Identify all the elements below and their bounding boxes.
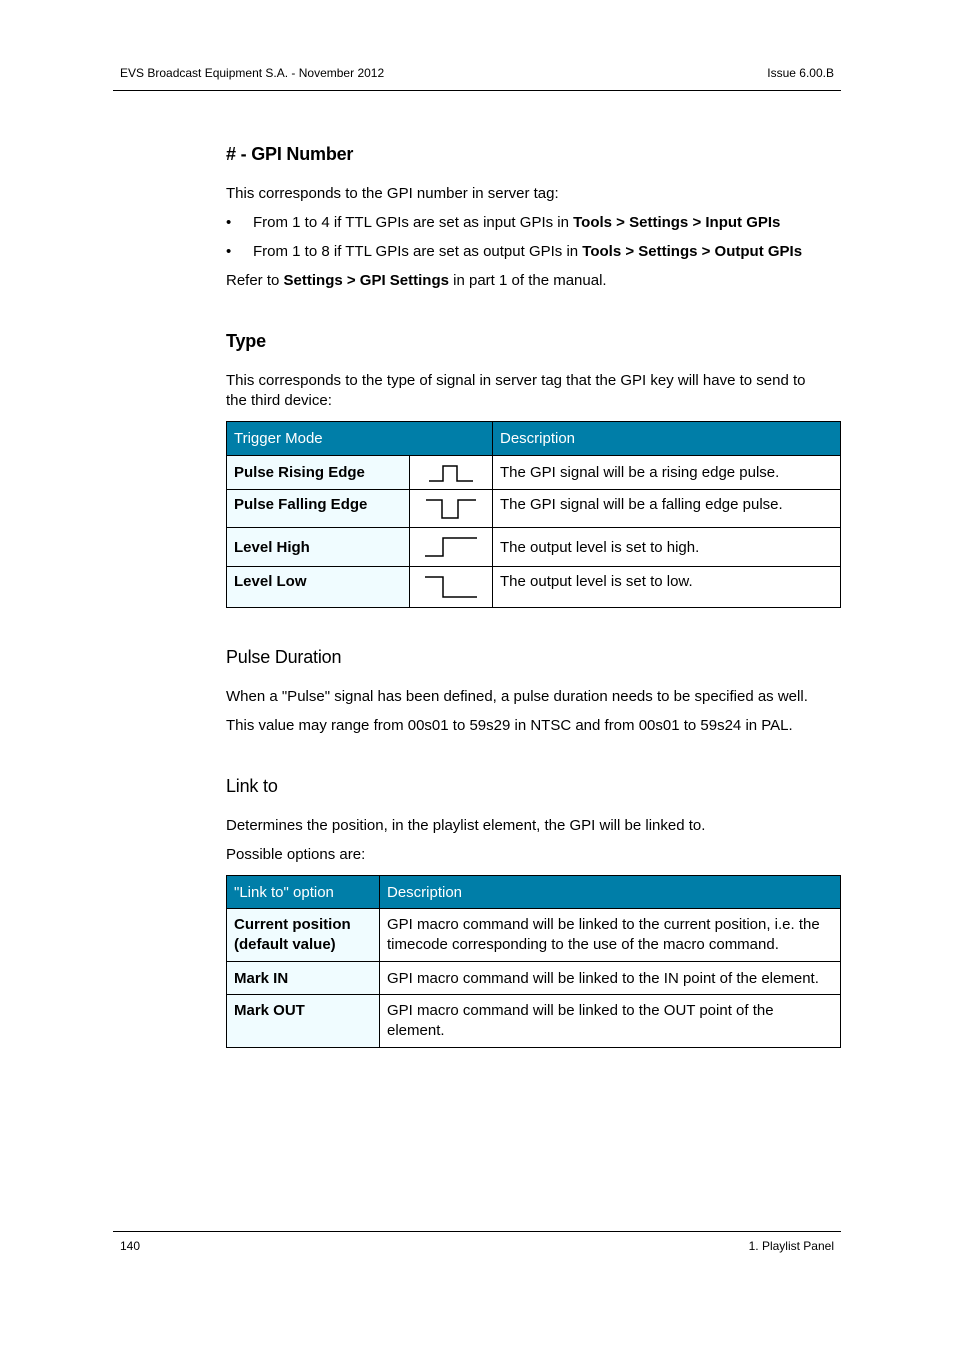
section-title-type: Type: [226, 331, 266, 351]
col-header-link-option: "Link to" option: [227, 876, 380, 909]
rising-pulse-icon: [427, 462, 475, 484]
link-to-table: [226, 875, 841, 1048]
col-header-description: Description: [380, 876, 841, 909]
section-title-pulse-duration: Pulse Duration: [226, 647, 342, 667]
gpi-intro: This corresponds to the GPI number in server tag:: [226, 185, 559, 202]
table-row: Current position (default value) GPI macro command will be linked to the current position, i.e. the timecode corresponding to the use of the macro command.: [227, 909, 841, 962]
header-issue: Issue 6.00.B: [767, 66, 834, 80]
table-row: Level Low The output level is set to low.: [227, 567, 841, 608]
level-high-icon: [423, 535, 479, 559]
table-row: Pulse Rising Edge The GPI signal will be a rising edge pulse.: [227, 456, 841, 490]
gpi-refer: Refer to Settings > GPI Settings in part 1 of the manual.: [226, 272, 607, 289]
page-number: 140: [120, 1239, 141, 1253]
link-p1: Determines the position, in the playlist element, the GPI will be linked to.: [226, 817, 706, 834]
falling-pulse-icon: [424, 496, 478, 522]
footer-chapter: 1. Playlist Panel: [748, 1239, 834, 1253]
type-intro: This corresponds to the type of signal in server tag that the GPI key will have to send to the third device:: [226, 372, 806, 409]
page-header: [113, 66, 841, 91]
section-title-link-to: Link to: [226, 776, 278, 796]
trigger-mode-table: [226, 421, 841, 608]
link-p2: Possible options are:: [226, 846, 366, 863]
section-title-gpi-number: # - GPI Number: [226, 144, 354, 164]
col-header-trigger-mode: Trigger Mode: [227, 422, 493, 456]
table-row: Level High The output level is set to high.: [227, 528, 841, 567]
level-low-icon: [423, 574, 479, 600]
table-row: Mark OUT GPI macro command will be linked to the OUT point of the element.: [227, 995, 841, 1048]
pulse-p2: This value may range from 00s01 to 59s29 in NTSC and from 00s01 to 59s24 in PAL.: [226, 717, 793, 734]
page-footer: [113, 1231, 841, 1253]
table-row: Pulse Falling Edge The GPI signal will be a falling edge pulse.: [227, 490, 841, 528]
col-header-description: Description: [493, 422, 841, 456]
pulse-p1: When a "Pulse" signal has been defined, a pulse duration needs to be specified as well.: [226, 688, 808, 705]
table-row: Mark IN GPI macro command will be linked to the IN point of the element.: [227, 962, 841, 995]
header-company: EVS Broadcast Equipment S.A. - November 2012: [120, 66, 385, 80]
